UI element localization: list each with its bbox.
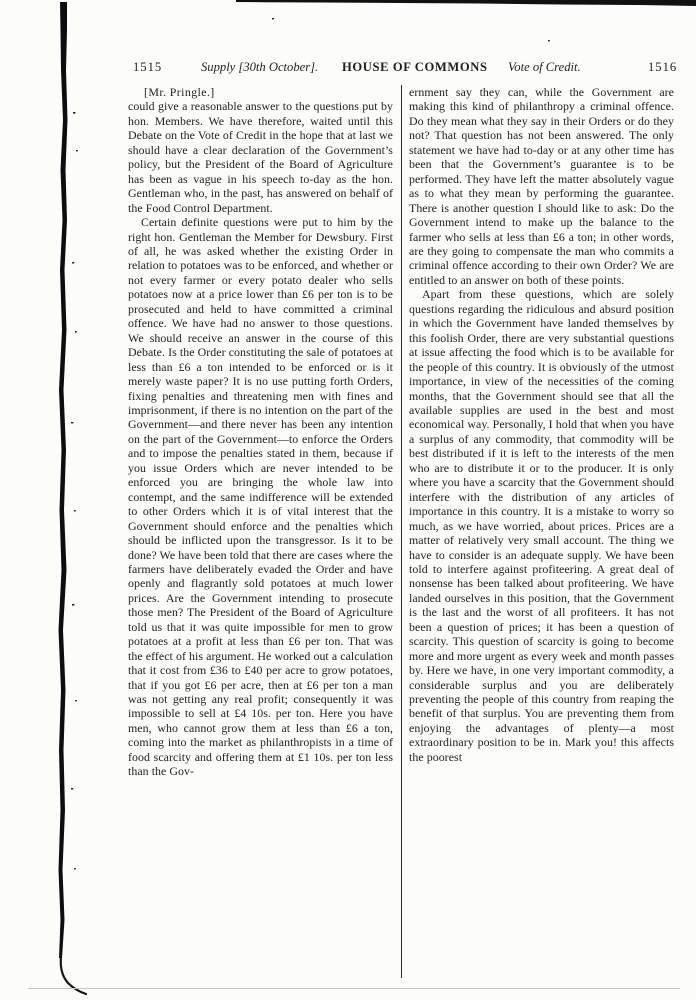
paragraph: ernment say they can, while the Government are making this kind of philanthropy a criminal offence. Do they mean what they say in their Orders or do they not? That question has not been answered. The only statement we have had to-day or at any other time has been that the Government’s guarantee is to be performed. They have left the matter absolutely vague as to what they mean by performing the guarantee. There is another question I should like to ask: Do the Government intend to make up the balance to the farmer who sells at less than £6 a ton; in other words, are they going to compensate the man who commits a criminal offence according to their own Order? We are entitled to an answer on both of these points. (409, 85, 674, 287)
page-header (0, 60, 696, 78)
column-divider (401, 85, 402, 978)
scan-artifact-bottom-line (28, 988, 680, 989)
running-title-center: HOUSE OF COMMONS (342, 60, 488, 74)
paragraph: Apart from these questions, which are solely questions regarding the ridiculous and absurd position in which the Government have landed themselves by this foolish Order, there are very substantial questions at issue affecting the food which is to be available for the people of this country. It is obviously of the utmost importance, in view of the necessities of the coming months, that the Government should see that all the available supplies are used in the best and most economical way. Personally, I hold that when you have a surplus of any commodity, that commodity will be best distributed if it is left to the interests of the men who are to distribute it or to the producer. It is only where you have a scarcity that the Government should interfere with the distribution of any articles of importance in this country. It is a mistake to worry so much, as we have worried, about prices. Prices are a matter of relatively very small account. The thing we have to consider is an adequate supply. We have been told to interfere against profiteering. A great deal of nonsense has been talked about profiteering. We have landed ourselves in this position, that the Government is the last and the worst of all profiteers. It has not been a question of prices; it has been a question of scarcity. This question of scarcity is going to become more and more urgent as every week and month passes by. Here we have, in one very important commodity, a considerable surplus and you are deliberately preventing the people of this country from reaping the benefit of that surplus. You are preventing them from enjoying the advantages of plenty—a most extraordinary position to be in. Mark you! this affects the poorest (409, 287, 674, 764)
paragraph: could give a reasonable answer to the questions put by hon. Members. We have therefore, waited until this Debate on the Vote of Credit in the hope that at last we should have a clear declaration of the Government’s policy, but the President of the Board of Agriculture has been as vague in his speech to-day as the hon. Gentleman who, in the past, has answered on behalf of the Food Control Department. (128, 99, 393, 215)
scan-artifact-binding-edge (59, 2, 68, 958)
text-column-left (128, 85, 393, 981)
text-column-right (409, 85, 674, 981)
running-title-left: Supply [30th October]. (201, 60, 319, 74)
speaker-line: [Mr. Pringle.] (144, 85, 215, 99)
page-number-left: 1515 (133, 60, 163, 74)
text-columns (128, 85, 674, 981)
page-number-right: 1516 (648, 60, 678, 74)
scan-artifact-top-edge (236, 0, 696, 6)
running-title-right: Vote of Credit. (508, 60, 581, 74)
paragraph: Certain definite questions were put to him by the right hon. Gentleman the Member for Dewsbury. First of all, he was asked whether the existing Order in relation to potatoes was to be enforced, and whether or not every farmer or every potato dealer who sells potatoes now at a price lower than £6 per ton is to be prosecuted and held to have committed a criminal offence. We have had no answer to those questions. We should receive an answer in the course of this Debate. Is the Order constituting the sale of potatoes at less than £6 a ton intended to be enforced or is it merely waste paper? It is no use putting forth Orders, fixing penalties and threatening men with fines and imprisonment, if there is no intention on the part of the Government—and there never has been any intention on the part of the Government—to enforce the Orders and to impose the penalties stated in them, because if you issue Orders which are never intended to be enforced you are bringing the whole law into contempt, and the same indifference will be extended to other Orders which it is of vital interest that the Government should enforce and the penalties which should be inflicted upon the transgressor. Is it to be done? We have been told that there are cases where the farmers have deliberately evaded the Order and have openly and flagrantly sold potatoes at much lower prices. Are the Government intending to prosecute those men? The President of the Board of Agriculture told us that it was quite impossible for men to grow potatoes at a profit at less than £6 per ton. That was the effect of his argument. He worked out a calculation that it cost from £36 to £40 per acre to grow potatoes, that if you got £6 per acre, then at £6 per ton a man was not getting any real profit; consequently it was impossible to sell at £4 10s. per ton. Here you have men, who cannot grow them at less than £6 a ton, coming into the market as philanthropists in a time of food scarcity and offering them at £1 10s. per ton less than the Gov- (128, 215, 393, 779)
